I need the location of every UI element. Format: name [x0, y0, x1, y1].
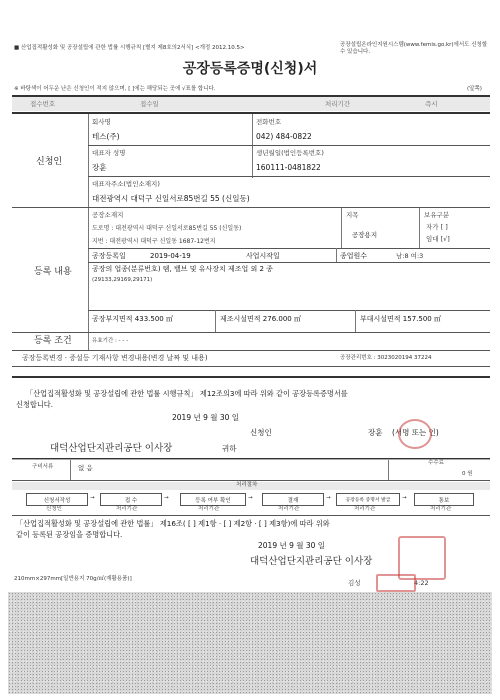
- issuer-name: 대덕산업단지관리공단 이사장: [250, 556, 373, 567]
- reg-date-label: 공장등록일: [92, 252, 126, 260]
- process-actor-2: 처리기관: [116, 506, 138, 512]
- applicant-caption: 신청인: [250, 428, 272, 437]
- industry-value: 공장의 업종(분류번호) 탬, 밸브 및 유사장치 제조업 외 2 종: [92, 265, 273, 273]
- workers-label: 종업원수: [340, 252, 368, 260]
- paper-spec: 210mm×297mm[일반용지 70g/㎡(재활용품)]: [14, 576, 132, 582]
- arrow-icon: →: [326, 495, 331, 501]
- mfg-area: 제조시설면적 276.000 ㎡: [220, 315, 301, 323]
- process-actor-6: 처리기관: [430, 506, 452, 512]
- certification-line1: 「산업집적활성화 및 공장설립에 관한 법률」 제16조( [ ] 제1항 · [ ] 제2항 · [ ] 제3항)에 따라 위와: [16, 519, 330, 528]
- company-value: 테스(주): [92, 132, 120, 141]
- page-title: 공장등록증명(신청)서: [182, 61, 318, 77]
- zone-value: 공장용지: [352, 231, 378, 239]
- process-title: 처리절차: [236, 482, 258, 488]
- period-label: 처리기간: [325, 100, 351, 108]
- issue-time: 4:22: [414, 579, 429, 587]
- law-reference: ■ 산업집적활성화 및 공장설립에 관한 법률 시행규칙 [별지 제8호의2서식] <개정 2012.10.5>: [14, 45, 245, 51]
- process-step-6: 통보: [414, 493, 474, 506]
- period-value: 즉시: [425, 100, 438, 108]
- validity-period: 유효기간 : - - -: [92, 338, 129, 344]
- page-side: (앞쪽): [467, 86, 482, 92]
- process-step-1: 신청서작성: [26, 493, 88, 506]
- aux-area: 부대시설면적 157.500 ㎡: [360, 315, 441, 323]
- process-step-4: 결재: [262, 493, 324, 506]
- applicant-name: 장훈: [368, 428, 383, 437]
- company-label: 회사명: [92, 118, 111, 126]
- honorific: 귀하: [222, 444, 237, 453]
- lot-address: 지번 : 대전광역시 대덕구 신일동 1687-12번지: [92, 238, 216, 245]
- workers-value: 남:8 여:3: [396, 252, 424, 260]
- security-pattern: [8, 592, 492, 694]
- ownership-self: 자가 [ ]: [426, 223, 448, 231]
- arrow-icon: →: [402, 495, 407, 501]
- reg-date-value: 2019-04-19: [150, 252, 191, 260]
- receipt-row: [12, 97, 490, 111]
- birth-value: 160111-0481822: [256, 163, 321, 172]
- rep-value: 장훈: [92, 163, 107, 172]
- declaration-line2: 신청합니다.: [16, 400, 54, 409]
- receipt-no-label: 접수번호: [30, 100, 56, 108]
- zone-label: 지목: [346, 211, 359, 219]
- certification-line2: 같이 등록된 공장임을 증명합니다.: [16, 530, 123, 539]
- ownership-label: 보유구분: [424, 211, 450, 219]
- documents-value: 없 음: [78, 464, 93, 472]
- staff-name: 김성: [348, 579, 361, 587]
- ownership-rent: 임대 [√]: [426, 235, 450, 243]
- change-history-label: 공장등록변경 · 증설등 기재사항 변경내용(변경 날짜 및 내용): [22, 354, 208, 362]
- receipt-date-label: 접수일: [140, 100, 159, 108]
- process-step-5: 공장등록 증명서 발급: [336, 493, 400, 506]
- location-label: 공장소재지: [92, 211, 124, 219]
- process-actor-4: 처리기관: [278, 506, 300, 512]
- declaration-line1: 「산업집적활성화 및 공장설립에 관한 법률 시행규칙」 제12조의3에 따라 위와 같이 공장등록증명서를: [26, 389, 348, 398]
- conditions-label: 등록 조건: [34, 336, 72, 346]
- address-value: 대전광역시 대덕구 신일서로85번길 55 (신일동): [92, 194, 250, 203]
- applicant-section-label: 신청인: [36, 157, 63, 167]
- address-label: 대표자주소(법인소재지): [92, 180, 160, 188]
- birth-label: 생년월일(법인등록번호): [256, 149, 324, 157]
- staff-stamp: [376, 574, 416, 592]
- phone-value: 042) 484-0822: [256, 132, 312, 141]
- addressee: 대덕산업단지관리공단 이사장: [50, 443, 173, 454]
- process-actor-1: 신청인: [46, 506, 62, 512]
- fee-label: 수수료: [428, 460, 444, 466]
- business-start-label: 사업시작일: [246, 252, 280, 260]
- management-number: 공장관리번호 : 3023020194 37224: [340, 355, 432, 361]
- certification-date: 2019 년 9 월 30 일: [258, 541, 326, 550]
- arrow-icon: →: [90, 495, 95, 501]
- site-area: 공장부지면적 433.500 ㎡: [92, 315, 173, 323]
- sign-note: (서명 또는 인): [392, 428, 439, 437]
- process-step-2: 접 수: [100, 493, 162, 506]
- arrow-icon: →: [164, 495, 169, 501]
- fee-value: 0 원: [462, 471, 473, 477]
- industry-codes: (29133,29169,29171): [92, 277, 153, 283]
- applicant-seal: [398, 419, 432, 449]
- rep-label: 대표자 성명: [92, 149, 126, 157]
- notice-text: ※ 바탕색이 어두운 난은 신청인이 적지 않으며, [ ]에는 해당되는 곳에 √표를 합니다.: [14, 86, 216, 92]
- arrow-icon: →: [248, 495, 253, 501]
- process-actor-3: 처리기관: [198, 506, 220, 512]
- phone-label: 전화번호: [256, 118, 282, 126]
- process-step-3: 등록 여부 확인: [180, 493, 246, 506]
- declaration-date: 2019 년 9 월 30 일: [172, 413, 240, 422]
- process-actor-5: 처리기관: [354, 506, 376, 512]
- road-address: 도로명 : 대전광역시 대덕구 신일서로85번길 55 (신일동): [92, 225, 242, 232]
- documents-label: 구비서류: [32, 464, 54, 470]
- registration-section-label: 등록 내용: [34, 267, 72, 277]
- online-note: 공장설립온라인지원시스템(www.femis.go.kr)에서도 신청할 수 있습니다.: [340, 42, 488, 55]
